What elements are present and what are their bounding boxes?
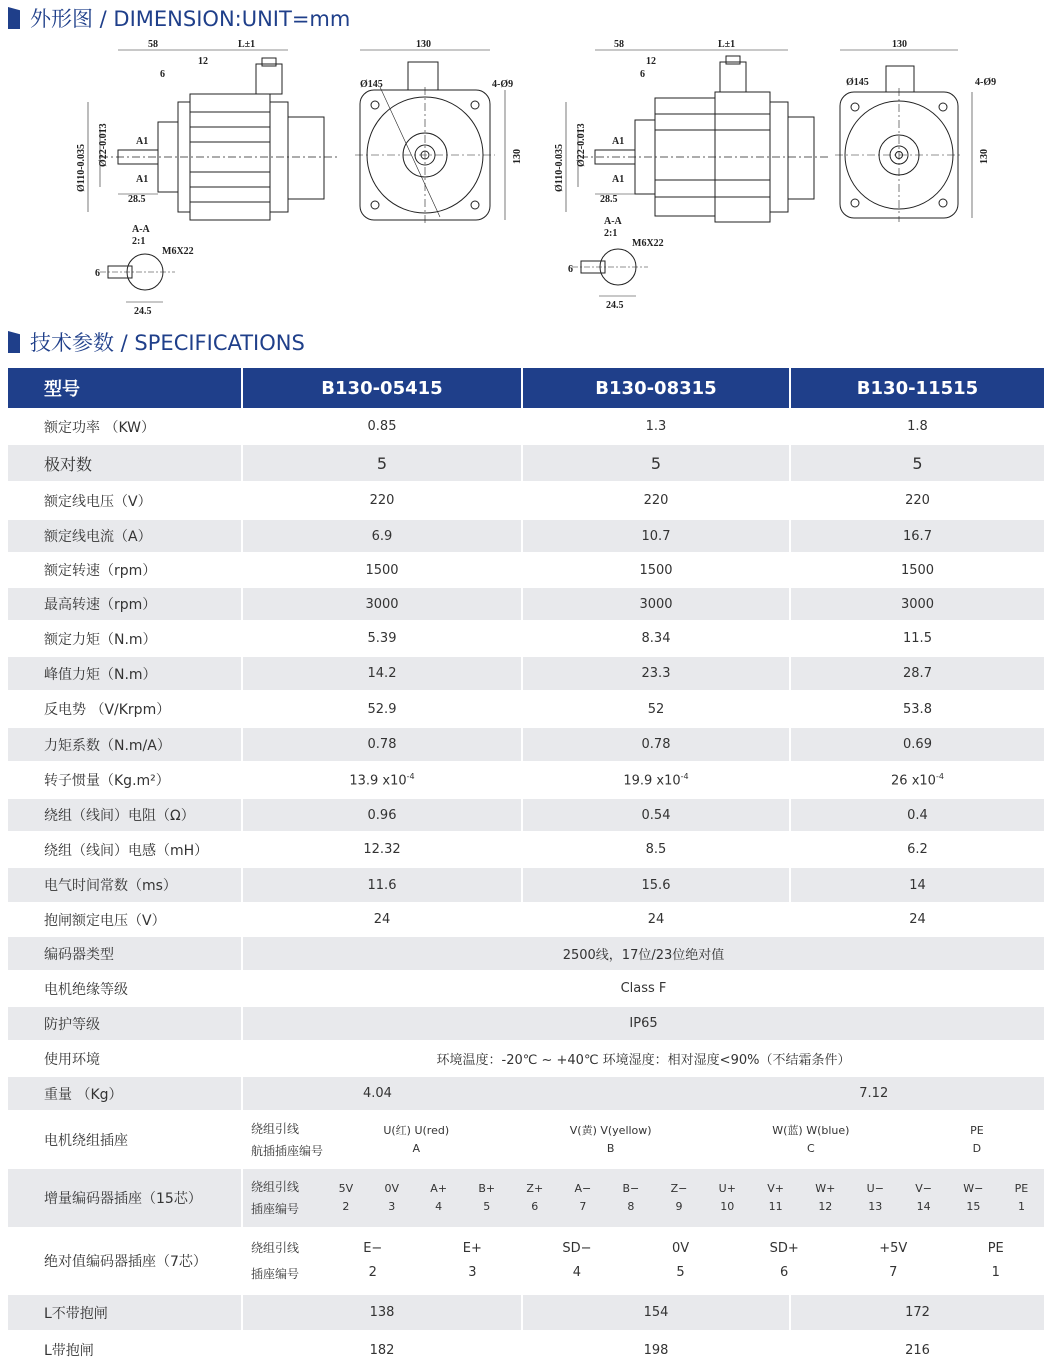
- model-header: 型号: [8, 368, 241, 408]
- table-row: [8, 833, 1044, 866]
- row-label: 极对数: [8, 445, 241, 481]
- dim-label: Ø145: [846, 77, 869, 88]
- cell: 5: [243, 445, 521, 481]
- dim-label: 6: [95, 268, 100, 279]
- cell: 0.54: [523, 799, 789, 831]
- dim-label: 6: [160, 69, 165, 80]
- specs-section-header: [8, 328, 305, 356]
- table-row: [8, 1295, 1044, 1330]
- row-label: 额定线电压（V）: [8, 483, 241, 518]
- table-row: [8, 904, 1044, 935]
- table-row: [8, 692, 1044, 726]
- row-label: 电气时间常数（ms）: [8, 868, 241, 902]
- dim-label: 12: [198, 56, 208, 67]
- dim-label: 12: [646, 56, 656, 67]
- merged-cell: 2500线，17位/23位绝对值: [243, 937, 1044, 970]
- row-label: L带抱闸: [8, 1332, 241, 1368]
- table-row: [8, 1169, 1044, 1227]
- table-row: [8, 868, 1044, 902]
- cell: 220: [243, 483, 521, 518]
- weight-value: 4.04: [363, 1086, 392, 1101]
- cell: 1.3: [523, 410, 789, 443]
- cell: 13.9 $x10^{-4}$: [243, 763, 521, 797]
- cell: 3000: [523, 588, 789, 620]
- table-row: [8, 728, 1044, 761]
- dim-label: 6: [640, 69, 645, 80]
- table-row: [8, 937, 1044, 970]
- row-label: 最高转速（rpm）: [8, 588, 241, 620]
- table-row: [8, 554, 1044, 586]
- dim-label: Ø22-0.013: [98, 123, 109, 167]
- table-row: [8, 1229, 1044, 1293]
- table-row: [8, 763, 1044, 797]
- dim-label: Ø145: [360, 79, 383, 90]
- cell: 6.9: [243, 520, 521, 552]
- row-label: 防护等级: [8, 1007, 241, 1040]
- cell: 172: [791, 1295, 1044, 1330]
- row-label: 增量编码器插座（15芯）: [8, 1169, 241, 1227]
- table-row: [8, 588, 1044, 620]
- dim-label: 28.5: [128, 194, 146, 205]
- cell: 1500: [523, 554, 789, 586]
- table-row: [8, 657, 1044, 690]
- merged-cell: Class F: [243, 972, 1044, 1005]
- cell: 24: [243, 904, 521, 935]
- cell: 154: [523, 1295, 789, 1330]
- cell: 0.69: [791, 728, 1044, 761]
- cell: 15.6: [523, 868, 789, 902]
- row-label: 电机绝缘等级: [8, 972, 241, 1005]
- row-label: 额定转速（rpm）: [8, 554, 241, 586]
- dim-label: 28.5: [600, 194, 618, 205]
- row-label: 使用环境: [8, 1042, 241, 1075]
- dimension-title: 外形图 / DIMENSION:UNIT=mm: [30, 7, 351, 31]
- row-label: 绕组（线间）电感（mH）: [8, 833, 241, 866]
- row-label: 编码器类型: [8, 937, 241, 970]
- cell: 24: [523, 904, 789, 935]
- cell: 8.34: [523, 622, 789, 655]
- dim-label: Ø110-0.035: [76, 143, 87, 192]
- row-label: 绝对值编码器插座（7芯）: [8, 1229, 241, 1293]
- dim-label: M6X22: [162, 246, 194, 257]
- section-view-drawing-2: [572, 249, 648, 296]
- table-row: [8, 622, 1044, 655]
- inc-encoder-cell: 绕组引线 插座编号 5V 2 0V 3 A+ 4 B+ 5 Z+ 6 A− 7 B− 8 Z− 9 U+ 10 V+ 11 W+ 12 U− 13 V− 14 W− 15 PE 1: [243, 1169, 1044, 1227]
- section-marker-icon: [8, 331, 20, 353]
- model-name: B130-05415: [243, 368, 521, 408]
- cell: 0.4: [791, 799, 1044, 831]
- cell: 198: [523, 1332, 789, 1368]
- cell: 138: [243, 1295, 521, 1330]
- row-label: L不带抱闸: [8, 1295, 241, 1330]
- table-row: [8, 1112, 1044, 1167]
- row-label: 额定功率 （KW）: [8, 410, 241, 443]
- cell: 5: [791, 445, 1044, 481]
- dim-label: 130: [979, 149, 990, 164]
- table-row: [8, 1007, 1044, 1040]
- table-row: [8, 520, 1044, 552]
- table-header-row: [8, 368, 1044, 408]
- merged-cell: IP65: [243, 1007, 1044, 1040]
- row-label: 重量 （Kg）: [8, 1077, 241, 1110]
- model-name: B130-11515: [791, 368, 1044, 408]
- dim-label: 130: [512, 149, 523, 164]
- abs-encoder-cell: 绕组引线 插座编号 E− 2 E+ 3 SD− 4 0V 5 SD+ 6 +5V 7 PE 1: [243, 1229, 1044, 1293]
- dim-label: 130: [416, 39, 431, 50]
- cell: 10.7: [523, 520, 789, 552]
- table-row: [8, 445, 1044, 481]
- cell: 14.2: [243, 657, 521, 690]
- cell: 26 $x10^{-4}$: [791, 763, 1044, 797]
- row-label: 额定线电流（A）: [8, 520, 241, 552]
- front-view-drawing-2: [835, 50, 972, 222]
- merged-cell: 环境温度：-20℃ ~ +40℃ 环境湿度：相对湿度<90%（不结霜条件）: [243, 1042, 1044, 1075]
- dim-label: A1: [612, 174, 625, 185]
- dim-label: M6X22: [632, 238, 664, 249]
- cell: 28.7: [791, 657, 1044, 690]
- row-label: 峰值力矩（N.m）: [8, 657, 241, 690]
- dim-label: 4-Ø9: [975, 77, 997, 88]
- cell: 11.6: [243, 868, 521, 902]
- table-row: [8, 799, 1044, 831]
- cell: 52.9: [243, 692, 521, 726]
- cell: 3000: [243, 588, 521, 620]
- section-marker-icon: [8, 7, 20, 29]
- dim-label: Ø22-0.013: [576, 123, 587, 167]
- row-label: 绕组（线间）电阻（Ω）: [8, 799, 241, 831]
- cell: 19.9 $x10^{-4}$: [523, 763, 789, 797]
- cell: 0.96: [243, 799, 521, 831]
- cell: 216: [791, 1332, 1044, 1368]
- cell: 0.85: [243, 410, 521, 443]
- table-row: [8, 972, 1044, 1005]
- weight-value: 7.12: [859, 1086, 889, 1101]
- cell: 6.2: [791, 833, 1044, 866]
- cell: 220: [791, 483, 1044, 518]
- cell: 220: [523, 483, 789, 518]
- cell: 1500: [243, 554, 521, 586]
- table-row: [8, 1042, 1044, 1075]
- cell: 53.8: [791, 692, 1044, 726]
- dim-label: 24.5: [134, 306, 152, 317]
- front-view-drawing-1: [355, 50, 505, 224]
- cell: 8.5: [523, 833, 789, 866]
- section-view-drawing-1: [100, 254, 175, 302]
- table-row: [8, 483, 1044, 518]
- dim-label: A-A: [132, 224, 150, 235]
- dim-label: A1: [612, 136, 625, 147]
- cell: 0.78: [523, 728, 789, 761]
- cell: 0.78: [243, 728, 521, 761]
- dim-label: L±1: [238, 39, 256, 50]
- row-label: 抱闸额定电压（V）: [8, 904, 241, 935]
- dim-label: A1: [136, 174, 149, 185]
- specifications-table: [6, 366, 1046, 1370]
- row-label: 额定力矩（N.m）: [8, 622, 241, 655]
- dim-label: 24.5: [606, 300, 624, 311]
- row-label: 电机绕组插座: [8, 1112, 241, 1167]
- cell: 5: [523, 445, 789, 481]
- dim-label: 130: [892, 39, 907, 50]
- cell: 52: [523, 692, 789, 726]
- dim-label: L±1: [718, 39, 736, 50]
- cell: 23.3: [523, 657, 789, 690]
- dimension-drawings: [0, 32, 1050, 322]
- dim-label: 2:1: [132, 236, 146, 247]
- row-label: 转子惯量（Kg.m²）: [8, 763, 241, 797]
- dim-label: 4-Ø9: [492, 79, 514, 90]
- dim-label: 58: [148, 39, 158, 50]
- dim-label: A-A: [604, 216, 622, 227]
- table-row: [8, 410, 1044, 443]
- dim-label: A1: [136, 136, 149, 147]
- weight-cell: [243, 1077, 1044, 1110]
- cell: 1500: [791, 554, 1044, 586]
- model-name: B130-08315: [523, 368, 789, 408]
- cell: 14: [791, 868, 1044, 902]
- cell: 3000: [791, 588, 1044, 620]
- cell: 5.39: [243, 622, 521, 655]
- dimension-section-header: [8, 4, 350, 32]
- cell: 182: [243, 1332, 521, 1368]
- dim-label: 58: [614, 39, 624, 50]
- specs-title: 技术参数 / SPECIFICATIONS: [30, 331, 305, 355]
- table-row: [8, 1077, 1044, 1110]
- cell: 11.5: [791, 622, 1044, 655]
- cell: 16.7: [791, 520, 1044, 552]
- dim-label: 6: [568, 264, 573, 275]
- dim-label: 2:1: [604, 228, 618, 239]
- cell: 1.8: [791, 410, 1044, 443]
- cell: 24: [791, 904, 1044, 935]
- row-label: 反电势 （V/Krpm）: [8, 692, 241, 726]
- side-view-drawing-1: [88, 50, 340, 220]
- row-label: 力矩系数（N.m/A）: [8, 728, 241, 761]
- cell: 12.32: [243, 833, 521, 866]
- dim-label: Ø110-0.035: [554, 143, 565, 192]
- motor-socket-cell: 绕组引线 航插插座编号 U(红) U(red) A V(黄) V(yellow) B W(蓝) W(blue) C PE D: [243, 1112, 1044, 1167]
